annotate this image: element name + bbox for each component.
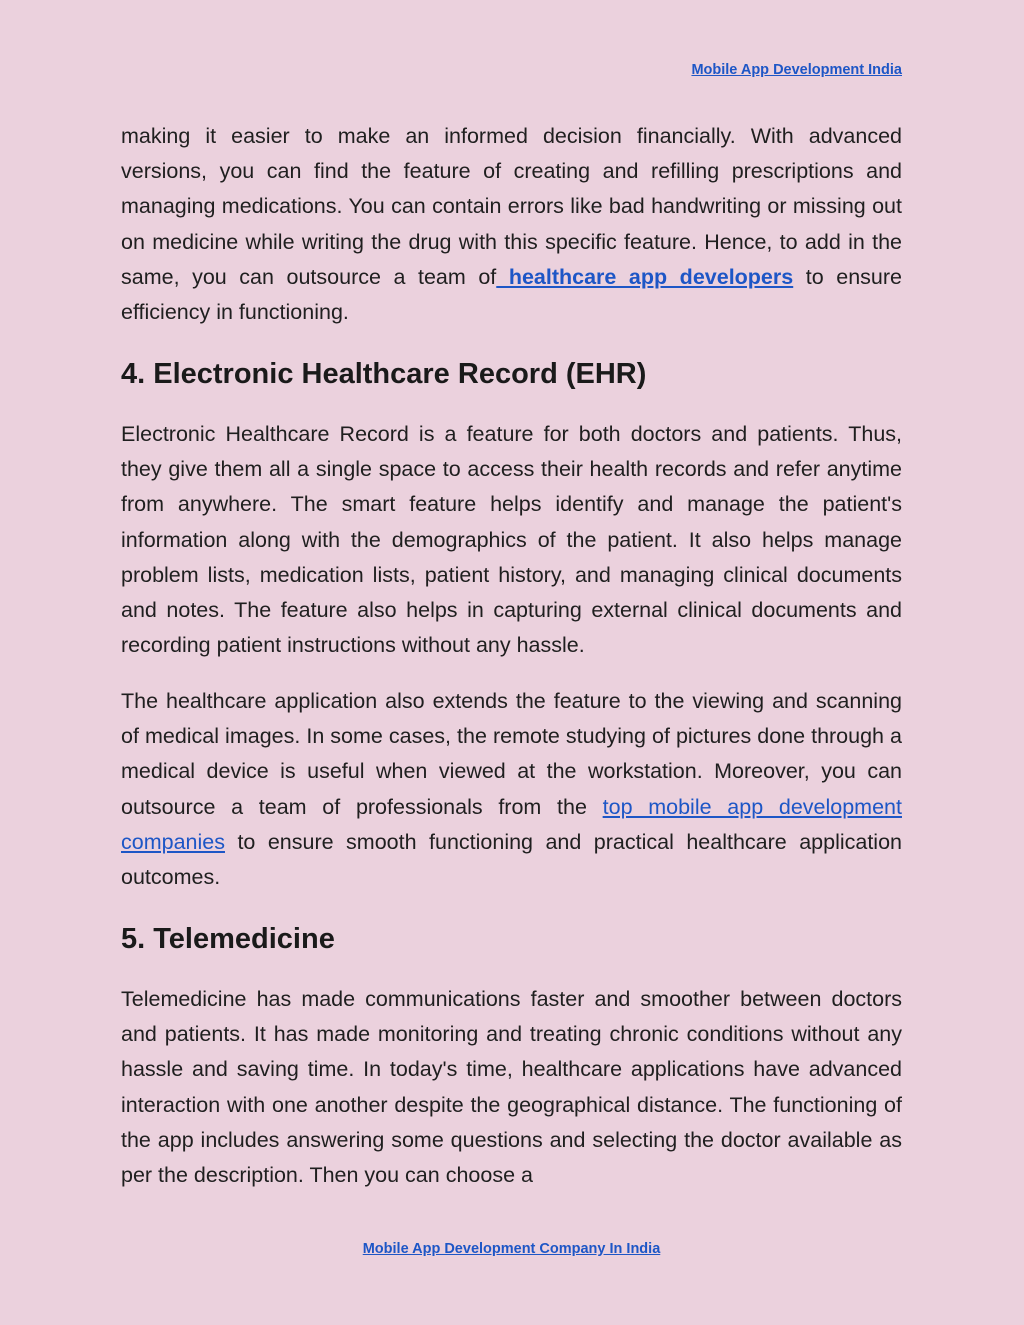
footer-link[interactable]: Mobile App Development Company In India <box>362 1241 661 1257</box>
healthcare-app-developers-link[interactable]: healthcare app developers <box>496 264 794 289</box>
paragraph-imaging <box>121 684 902 895</box>
paragraph-intro-text: making it easier to make an informed decision financially. With advanced versions, you can find the feature of creating and refilling prescriptions and managing medications. You can contain errors like bad handwriting or missing out on medicine while writing the drug with this specific feature. Hence, to add in the same, you can outsource a team of <box>121 124 902 289</box>
paragraph-intro <box>121 119 902 330</box>
heading-telemedicine: 5. Telemedicine <box>121 923 335 955</box>
paragraph-imaging-text: The healthcare application also extends the feature to the viewing and scanning of medical images. In some cases, the remote studying of pictures done through a medical device is useful when viewed at the workstation. Moreover, you can outsource a team of professionals from the <box>121 689 902 819</box>
paragraph-ehr: Electronic Healthcare Record is a feature for both doctors and patients. Thus, they give them all a single space to access their health records and refer anytime from anywhere. The smart feature helps identify and manage the patient's information along with the demographics of the patient. It also helps manage problem lists, medication lists, patient history, and managing clinical documents and notes. The feature also helps in capturing external clinical documents and recording patient instructions without any hassle. <box>121 422 902 658</box>
header-link[interactable]: Mobile App Development India <box>691 62 902 78</box>
top-mobile-app-development-companies-link[interactable]: top mobile app development companies <box>121 794 902 854</box>
document-page <box>121 0 902 1325</box>
paragraph-imaging-tail: to ensure smooth functioning and practical healthcare application outcomes. <box>121 829 902 890</box>
paragraph-intro-tail: to ensure efficiency in functioning. <box>121 264 902 325</box>
heading-ehr: 4. Electronic Healthcare Record (EHR) <box>121 358 647 390</box>
footer <box>121 1241 902 1257</box>
paragraph-telemedicine: Telemedicine has made communications faster and smoother between doctors and patients. It has made monitoring and treating chronic conditions without any hassle and saving time. In today's time, healthcare applications have advanced interaction with one another despite the geographical distance. The functioning of the app includes answering some questions and selecting the doctor available as per the description. Then you can choose a <box>121 987 902 1188</box>
